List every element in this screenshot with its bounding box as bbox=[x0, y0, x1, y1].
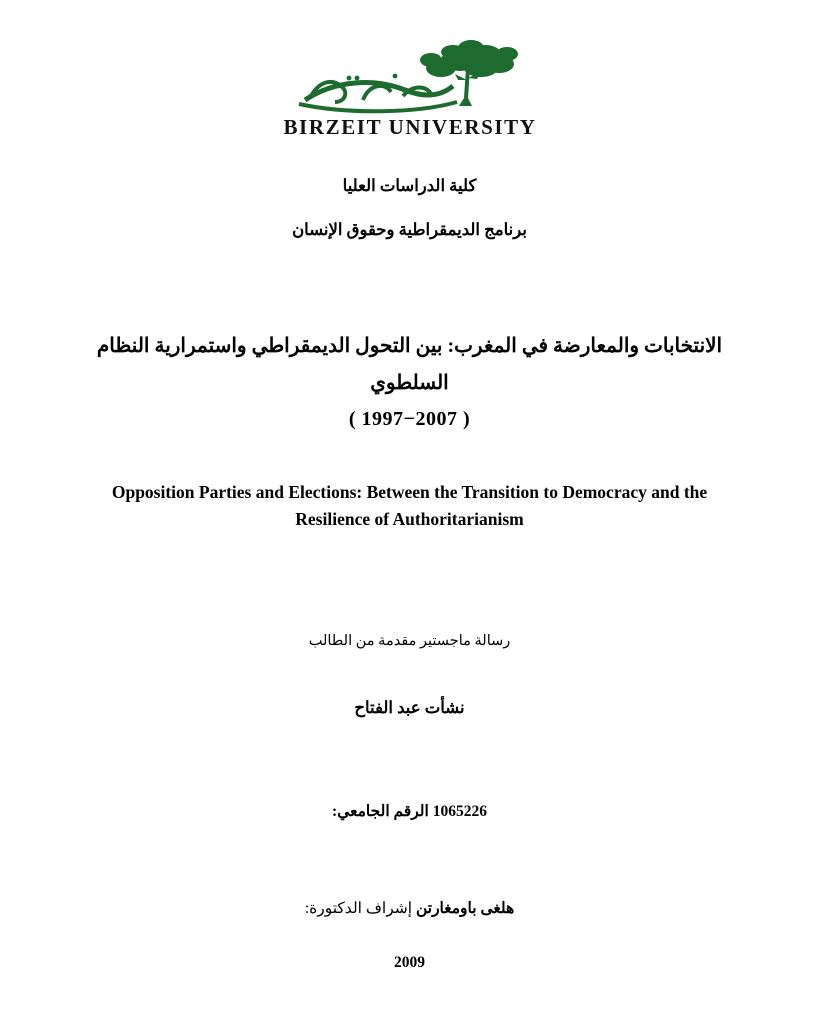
thesis-title-english: Opposition Parties and Elections: Between the Transition to Democracy and the Resilience of Authoritarianism bbox=[111, 482, 708, 530]
student-id-value: 1065226 bbox=[432, 803, 487, 821]
title-block bbox=[0, 328, 819, 533]
supervisor bbox=[0, 899, 819, 918]
thesis-title-arabic: الانتخابات والمعارضة في المغرب: بين التحول الديمقراطي واستمرارية النظام السلطوي bbox=[96, 335, 723, 394]
supervisor-label: إشراف الدكتورة: bbox=[304, 900, 413, 918]
thesis-cover-page bbox=[0, 34, 819, 1022]
publication-year: 2009 bbox=[394, 954, 425, 972]
faculty-name: كلية الدراسات العليا bbox=[342, 176, 477, 195]
thesis-title-years: ( 1997−2007 ) bbox=[348, 408, 471, 430]
submission-statement: رسالة ماجستير مقدمة من الطالب bbox=[308, 633, 511, 650]
author-name: نشأت عبد الفتاح bbox=[354, 698, 465, 718]
svg-text:BIRZEIT UNIVERSITY: BIRZEIT UNIVERSITY bbox=[282, 115, 537, 139]
logo-box bbox=[240, 34, 580, 144]
olive-tree-icon bbox=[245, 34, 575, 146]
university-logo-block bbox=[235, 34, 585, 144]
student-id-label: الرقم الجامعي: bbox=[332, 803, 429, 821]
program-name: برنامج الديمقراطية وحقوق الإنسان bbox=[292, 220, 527, 239]
student-id bbox=[0, 802, 819, 821]
supervisor-name: هلغى باومغارتن bbox=[415, 900, 515, 918]
